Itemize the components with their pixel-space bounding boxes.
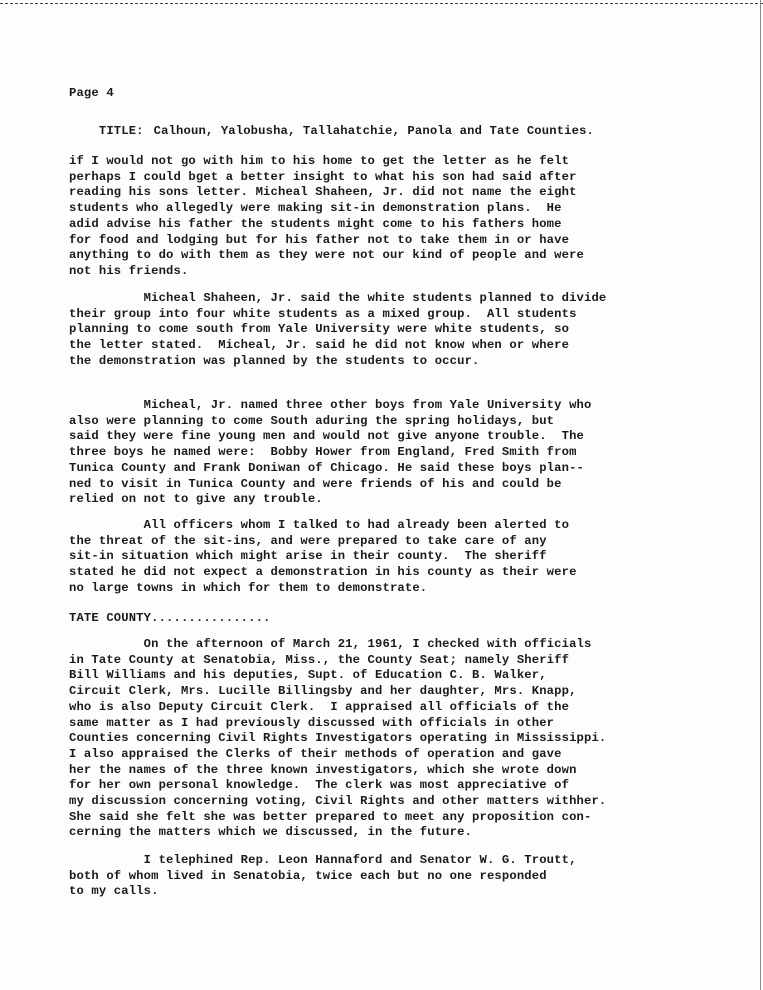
scan-right-edge <box>760 0 761 990</box>
paragraph-telephone-calls: I telephined Rep. Leon Hannaford and Senator W. G. Troutt, both of whom lived in Senatobia, twice each but no one responded to my calls. <box>69 853 577 899</box>
title-text: Calhoun, Yalobusha, Tallahatchie, Panola and Tate Counties. <box>153 124 595 138</box>
title-label: TITLE: <box>98 124 144 138</box>
paragraph-tate-officials: On the afternoon of March 21, 1961, I checked with officials in Tate County at Senatobia, Miss., the County Seat; namely Sheriff Bill Williams and his deputies, Supt. of Education C. B. Walker, Circuit Clerk, Mrs. Lucille Billingsby and her daughter, Mrs. Knapp, who is also Deputy Circuit Clerk. I appraised all officials of the same matter as I had previously discussed with officials in other Counties concerning Civil Rights Investigators operating in Mississippi. I also appraised the Clerks of their methods of operation and gave her the names of the three known investigators, which she wrote down for her own personal knowledge. The clerk was most appreciative of my discussion concerning voting, Civil Rights and other matters withher. She said she felt she was better prepared to meet any proposition con- cerning the matters which we discussed, in the future. <box>69 637 607 840</box>
document-title <box>69 110 594 152</box>
paragraph-letter-context: if I would not go with him to his home to get the letter as he felt perhaps I could bget a better insight to what his son had said after reading his sons letter. Micheal Shaheen, Jr. did not name the eight students who allegedly were making sit-in demonstration plans. He adid advise his father the students might come to his fathers home for food and lodging but for his father not to take them in or have anything to do with them as they were not our kind of people and were not his friends. <box>69 154 584 278</box>
section-heading-tate-county: TATE COUNTY................ <box>69 611 271 625</box>
paragraph-white-students: Micheal Shaheen, Jr. said the white students planned to divide their group into four white students as a mixed group. All students planning to come south from Yale University were white students, so the letter stated. Micheal, Jr. said he did not know when or where the demonstration was planned by the students to occur. <box>69 291 607 368</box>
scan-top-edge <box>0 3 763 4</box>
page-number: Page 4 <box>69 86 114 100</box>
paragraph-three-boys: Micheal, Jr. named three other boys from Yale University who also were planning to come South aduring the spring holidays, but said they were fine young men and would not give anyone trouble. The three boys he named were: Bobby Hower from England, Fred Smith from Tunica County and Frank Doniwan of Chicago. He said these boys plan-- ned to visit in Tunica County and were friends of his and could be relied on not to give any trouble. <box>69 398 592 507</box>
paragraph-officers-alerted: All officers whom I talked to had already been alerted to the threat of the sit-ins, and were prepared to take care of any sit-in situation which might arise in their county. The sheriff stated he did not expect a demonstration in his county as their were no large towns in which for them to demonstrate. <box>69 518 577 595</box>
